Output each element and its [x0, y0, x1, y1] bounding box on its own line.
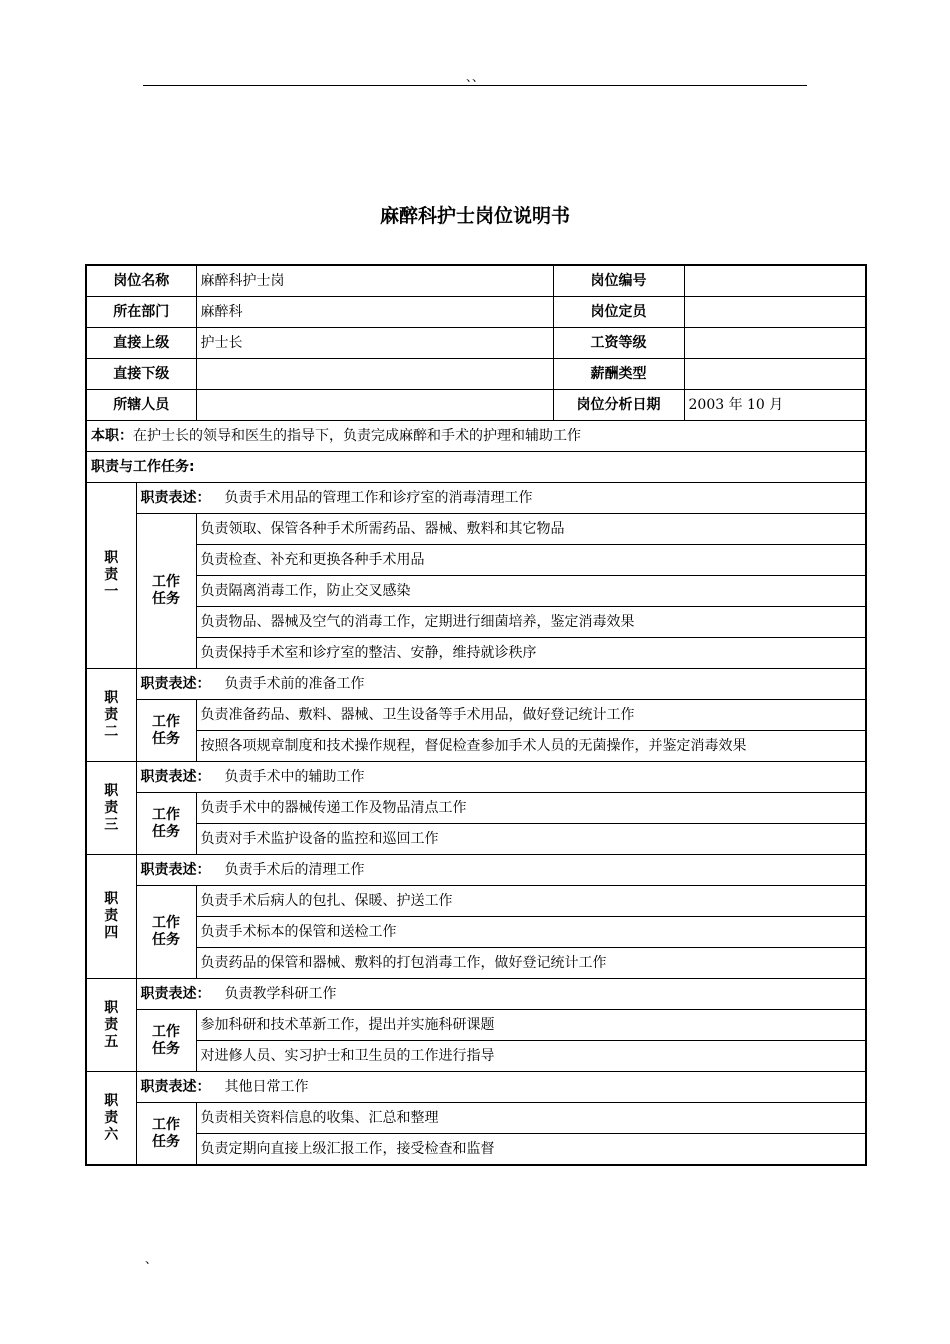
pay-type-value: [684, 359, 866, 390]
task-label-line: 任务: [152, 1133, 180, 1150]
position-name-value: 麻醉科护士岗: [196, 265, 553, 297]
duty-name: [86, 669, 136, 762]
duty-name-char: 责: [104, 706, 119, 723]
duty-desc-text: 负责手术中的辅助工作: [224, 768, 365, 785]
duty-description: [136, 483, 866, 514]
duty-desc-row: [86, 855, 866, 886]
task-label-line: 任务: [152, 591, 180, 607]
duty-name: [86, 483, 136, 669]
task-row: [86, 793, 866, 824]
duty-desc-label: 职责表述：: [140, 1078, 211, 1095]
task-text: 按照各项规章制度和技术操作规程，督促检查参加手术人员的无菌操作，并鉴定消毒效果: [196, 731, 866, 762]
duty-name-char: 职: [104, 782, 119, 799]
duty-desc-label: 职责表述：: [140, 675, 211, 692]
task-row: [86, 917, 866, 948]
task-text: 负责对手术监护设备的监控和巡回工作: [196, 824, 866, 855]
task-label: [136, 886, 196, 979]
duty-description: [136, 669, 866, 700]
task-row: [86, 1103, 866, 1134]
duty-desc-label: 职责表述：: [140, 861, 211, 878]
wage-grade-label: 工资等级: [553, 328, 684, 359]
task-row: [86, 886, 866, 917]
task-text: 负责手术标本的保管和送检工作: [196, 917, 866, 948]
task-text: 负责手术后病人的包扎、保暖、护送工作: [196, 886, 866, 917]
task-label: [136, 514, 196, 669]
info-row: [86, 359, 866, 390]
task-text: 负责隔离消毒工作，防止交叉感染: [196, 576, 866, 607]
header-marks: 、、: [465, 70, 484, 84]
duty-desc-row: [86, 979, 866, 1010]
duty-name-char: 职: [104, 1092, 119, 1109]
duty-description: [136, 762, 866, 793]
duty-name-char: 职: [104, 891, 119, 907]
department-label: 所在部门: [86, 297, 196, 328]
pay-type-label: 薪酬类型: [553, 359, 684, 390]
duty-description: [136, 1072, 866, 1103]
duty-name-char: 五: [104, 1033, 119, 1050]
duty-desc-text: 负责手术后的清理工作: [224, 861, 365, 878]
duty-desc-text: 负责手术前的准备工作: [224, 675, 365, 692]
job-description-table: [85, 264, 867, 1166]
task-text: 负责物品、器械及空气的消毒工作，定期进行细菌培养，鉴定消毒效果: [196, 607, 866, 638]
summary-label: 本职：: [91, 427, 133, 444]
page-title: 麻醉科护士岗位说明书: [379, 205, 570, 227]
task-label-line: 工作: [152, 574, 180, 590]
task-text: 负责保持手术室和诊疗室的整洁、安静，维持就诊秩序: [196, 638, 866, 669]
analysis-date-value: 2003 年 10 月: [684, 390, 866, 421]
duty-name-char: 责: [104, 567, 119, 583]
summary-cell: [86, 421, 866, 452]
duty-name-char: 责: [104, 1109, 119, 1126]
duty-desc-row: [86, 1072, 866, 1103]
duty-desc-text: 负责手术用品的管理工作和诊疗室的消毒清理工作: [224, 489, 533, 506]
duty-name-char: 一: [104, 584, 119, 600]
wage-grade-value: [684, 328, 866, 359]
info-row: [86, 297, 866, 328]
header-rule: [143, 85, 807, 86]
task-label: [136, 700, 196, 762]
duty-desc-label: 职责表述：: [140, 985, 211, 1002]
task-row: [86, 1134, 866, 1166]
task-text: 负责药品的保管和器械、敷料的打包消毒工作，做好登记统计工作: [196, 948, 866, 979]
duty-desc-label: 职责表述：: [140, 768, 211, 785]
subordinate-label: 直接下级: [86, 359, 196, 390]
duty-name-char: 六: [104, 1126, 119, 1143]
duties-heading-row: [86, 452, 866, 483]
task-text: 负责检查、补充和更换各种手术用品: [196, 545, 866, 576]
duty-name-char: 责: [104, 1016, 119, 1033]
task-row: [86, 1041, 866, 1072]
staff-label: 所辖人员: [86, 390, 196, 421]
task-label-line: 工作: [152, 1023, 180, 1040]
task-row: [86, 731, 866, 762]
duty-name: [86, 1072, 136, 1166]
duty-name-char: 三: [104, 816, 119, 833]
duty-desc-row: [86, 483, 866, 514]
task-row: [86, 576, 866, 607]
task-row: [86, 700, 866, 731]
task-label-line: 工作: [152, 915, 180, 931]
task-row: [86, 1010, 866, 1041]
duty-name-char: 四: [104, 925, 119, 941]
staff-value: [196, 390, 553, 421]
task-text: 负责领取、保管各种手术所需药品、器械、敷料和其它物品: [196, 514, 866, 545]
task-label-line: 任务: [152, 932, 180, 948]
position-no-value: [684, 265, 866, 297]
task-row: [86, 514, 866, 545]
analysis-date-label: 岗位分析日期: [553, 390, 684, 421]
duty-name-char: 职: [104, 550, 119, 566]
task-label-line: 工作: [152, 713, 180, 730]
task-label-line: 任务: [152, 1040, 180, 1057]
task-label-line: 工作: [152, 806, 180, 823]
duty-name-char: 责: [104, 799, 119, 816]
duty-description: [136, 855, 866, 886]
duty-name-char: 职: [104, 689, 119, 706]
task-row: [86, 824, 866, 855]
duty-description: [136, 979, 866, 1010]
duty-desc-text: 其他日常工作: [224, 1078, 309, 1095]
footer-mark: 、: [145, 1252, 158, 1266]
info-row: [86, 390, 866, 421]
info-row: [86, 265, 866, 297]
position-no-label: 岗位编号: [553, 265, 684, 297]
task-text: 负责定期向直接上级汇报工作，接受检查和监督: [196, 1134, 866, 1166]
summary-text: 在护士长的领导和医生的指导下，负责完成麻醉和手术的护理和辅助工作: [133, 427, 581, 444]
task-text: 参加科研和技术革新工作，提出并实施科研课题: [196, 1010, 866, 1041]
task-text: 对进修人员、实习护士和卫生员的工作进行指导: [196, 1041, 866, 1072]
superior-value: 护士长: [196, 328, 553, 359]
headcount-value: [684, 297, 866, 328]
duty-name-char: 责: [104, 908, 119, 924]
department-value: 麻醉科: [196, 297, 553, 328]
task-row: [86, 607, 866, 638]
duty-name-char: 职: [104, 999, 119, 1016]
task-text: 负责准备药品、敷料、器械、卫生设备等手术用品，做好登记统计工作: [196, 700, 866, 731]
task-row: [86, 948, 866, 979]
task-label-line: 任务: [152, 823, 180, 840]
task-label: [136, 1010, 196, 1072]
duty-desc-row: [86, 669, 866, 700]
duty-name-char: 二: [104, 723, 119, 740]
duty-desc-text: 负责教学科研工作: [224, 985, 337, 1002]
task-text: 负责相关资料信息的收集、汇总和整理: [196, 1103, 866, 1134]
duty-name: [86, 979, 136, 1072]
task-text: 负责手术中的器械传递工作及物品清点工作: [196, 793, 866, 824]
subordinate-value: [196, 359, 553, 390]
task-label-line: 工作: [152, 1116, 180, 1133]
duty-name: [86, 762, 136, 855]
task-label: [136, 793, 196, 855]
duty-desc-label: 职责表述：: [140, 489, 211, 506]
task-label-line: 任务: [152, 730, 180, 747]
summary-row: [86, 421, 866, 452]
task-row: [86, 545, 866, 576]
headcount-label: 岗位定员: [553, 297, 684, 328]
info-row: [86, 328, 866, 359]
superior-label: 直接上级: [86, 328, 196, 359]
duty-name: [86, 855, 136, 979]
task-label: [136, 1103, 196, 1166]
duties-heading: 职责与工作任务:: [86, 452, 866, 483]
position-name-label: 岗位名称: [86, 265, 196, 297]
duty-desc-row: [86, 762, 866, 793]
task-row: [86, 638, 866, 669]
